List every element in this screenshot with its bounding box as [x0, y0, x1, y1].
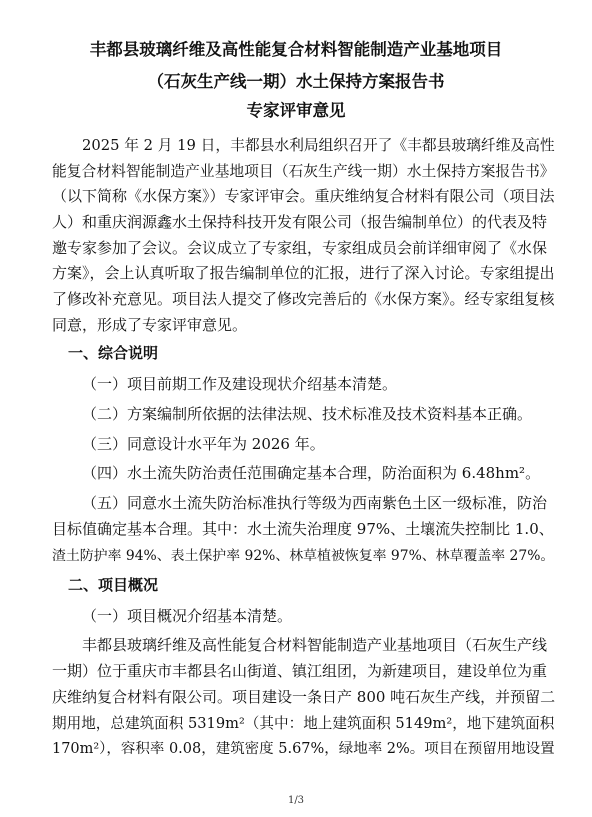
overview-item: （一）项目概况介绍基本清楚。	[82, 607, 293, 625]
intro-line: 方案》，会上认真听取了报告编制单位的汇报，进行了深入讨论。专家组提出	[52, 264, 555, 282]
intro-line: 2025 年 2 月 19 日，丰都县水利局组织召开了《丰都县玻璃纤维及高性	[82, 137, 555, 154]
summary-item: （五）同意水土流失防治标准执行等级为西南紫色土区一级标准，防治	[82, 494, 548, 512]
intro-line: （以下简称《水保方案》）专家评审会。重庆维纳复合材料有限公司（项目法	[52, 187, 555, 205]
overview-line: 期用地，总建筑面积 5319m²（其中：地上建筑面积 5149m²，地下建筑面积	[52, 715, 555, 732]
intro-line: 了修改补充意见。项目法人提交了修改完善后的《水保方案》。经专家组复核	[52, 290, 555, 308]
summary-item: （四）水土流失防治责任范围确定基本合理，防治面积为 6.48hm²。	[82, 464, 541, 482]
summary-item: 渣土防护率 94%、表土保护率 92%、林草植被恢复率 97%、林草覆盖率 27%。	[52, 548, 555, 564]
intro-line: 能复合材料智能制造产业基地项目（石灰生产线一期）水土保持方案报告书》	[52, 163, 555, 180]
intro-line: 人）和重庆润源鑫水土保持科技开发有限公司（报告编制单位）的代表及特	[52, 213, 548, 231]
overview-line: 丰都县玻璃纤维及高性能复合材料智能制造产业基地项目（石灰生产线	[82, 636, 548, 654]
summary-item: （一）项目前期工作及建设现状介绍基本清楚。	[82, 375, 398, 393]
intro-line: 邀专家参加了会议。会议成立了专家组，专家组成员会前详细审阅了《水保	[52, 239, 548, 257]
summary-item: （三）同意设计水平年为 2026 年。	[82, 435, 325, 453]
document-title-line-3: 专家评审意见	[246, 101, 346, 120]
document-title-line-1: 丰都县玻璃纤维及高性能复合材料智能制造产业基地项目	[89, 40, 503, 59]
summary-item: （二）方案编制所依据的法律法规、技术标准及技术资料基本正确。	[82, 405, 533, 423]
overview-line: 一期）位于重庆市丰都县名山街道、镇江组团，为新建项目，建设单位为重	[52, 662, 548, 680]
section-heading-summary: 一、综合说明	[68, 344, 159, 362]
overview-line: 170m²），容积率 0.08，建筑密度 5.67%，绿地率 2%。项目在预留用地设置	[52, 741, 555, 757]
document-title-line-2: （石灰生产线一期）水土保持方案报告书	[147, 72, 445, 91]
page-number: 1/3	[287, 795, 305, 806]
section-heading-overview: 二、项目概况	[68, 576, 159, 594]
overview-line: 庆维纳复合材料有限公司。项目建设一条日产 800 吨石灰生产线，并预留二	[52, 688, 556, 706]
summary-item: 目标值确定基本合理。其中：水土流失治理度 97%、土壤流失控制比 1.0、	[52, 520, 554, 538]
intro-line: 同意，形成了专家评审意见。	[52, 316, 248, 334]
